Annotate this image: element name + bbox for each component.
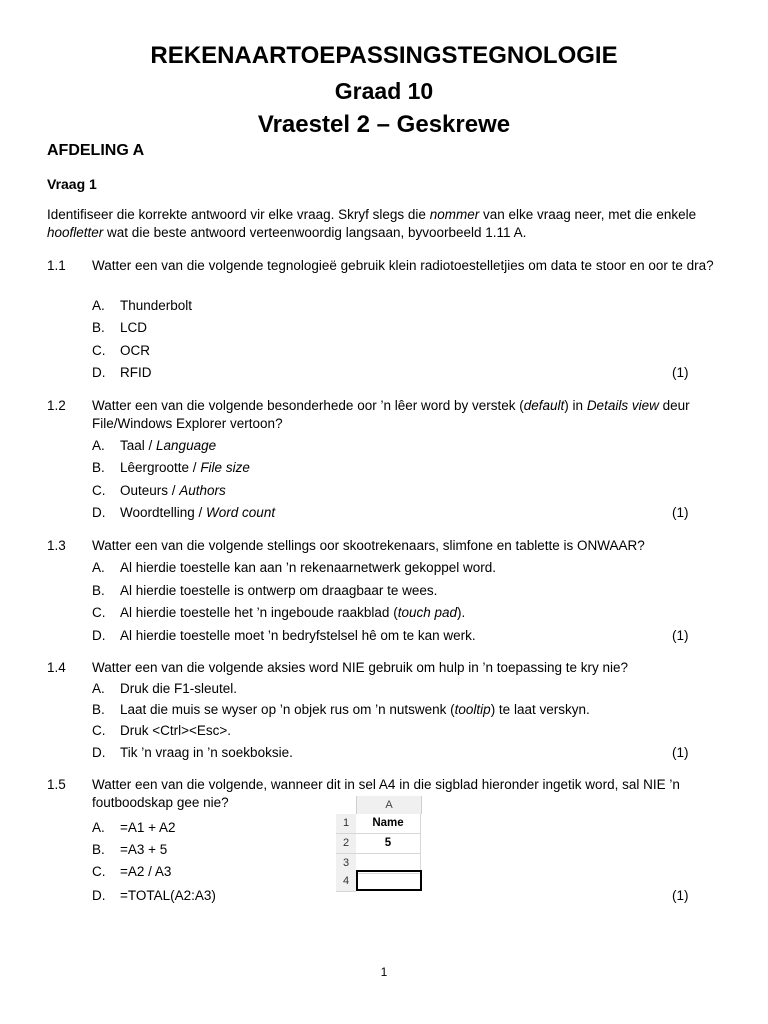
option-text: Tik ’n vraag in ’n soekboksie.	[120, 745, 293, 760]
option-letter: A.	[92, 438, 105, 453]
instructions-emphasis: hoofletter	[47, 225, 104, 240]
mark-allocation: (1)	[672, 365, 689, 380]
option-text-part: Woordtelling /	[120, 505, 207, 520]
row-header: 2	[336, 834, 356, 854]
option-text	[120, 482, 226, 500]
option-text-emphasis: Word count	[206, 505, 276, 520]
option-text-part: ) te laat verskyn.	[490, 702, 590, 717]
option-letter: D.	[92, 888, 106, 903]
option-text-emphasis: Language	[156, 438, 217, 453]
option-letter: D.	[92, 745, 106, 760]
option-letter: A.	[92, 298, 105, 313]
option-text-part: Al hierdie toestelle het ’n ingeboude raakblad (	[120, 605, 398, 620]
option-text-part: Laat die muis se wyser op ’n objek rus om ’n nutswenk (	[120, 702, 455, 717]
option-letter: C.	[92, 605, 106, 620]
option-text-emphasis: Authors	[179, 483, 226, 498]
option-letter: C.	[92, 723, 106, 738]
option-letter: B.	[92, 702, 105, 717]
option-letter: D.	[92, 628, 106, 643]
sheet-cell: Name	[356, 814, 421, 834]
option-letter: A.	[92, 820, 105, 835]
question-text	[92, 397, 732, 433]
question-text-part: ) in	[564, 398, 587, 413]
option-text-part: Outeurs /	[120, 483, 180, 498]
section-heading: AFDELING A	[47, 142, 145, 159]
question-text: Watter een van die volgende aksies word NIE gebruik om hulp in ’n toepassing te kry nie?	[92, 660, 629, 675]
option-text: Al hierdie toestelle kan aan ’n rekenaarnetwerk gekoppel word.	[120, 560, 496, 575]
sheet-cell-selected	[356, 870, 422, 891]
row-header: 1	[336, 814, 356, 834]
option-letter: B.	[92, 320, 105, 335]
option-text: =A2 / A3	[120, 864, 172, 879]
mark-allocation: (1)	[672, 505, 689, 520]
option-text-part: ).	[457, 605, 466, 620]
page-number: 1	[380, 965, 388, 979]
option-letter: C.	[92, 483, 106, 498]
option-letter: A.	[92, 681, 105, 696]
instructions-emphasis: nommer	[429, 207, 480, 222]
mark-allocation: (1)	[672, 888, 689, 903]
mark-allocation: (1)	[672, 745, 689, 760]
row-header: 3	[336, 854, 356, 874]
question-text-part: Watter een van die volgende besonderhede oor ’n lêer word by verstek (	[92, 398, 524, 413]
option-letter: D.	[92, 505, 106, 520]
row-header: 4	[336, 872, 356, 892]
option-text: =A3 + 5	[120, 842, 168, 857]
option-text: LCD	[120, 320, 148, 335]
option-text	[120, 437, 216, 455]
option-text: =TOTAL(A2:A3)	[120, 888, 216, 903]
option-text-part: Taal /	[120, 438, 157, 453]
spreadsheet-excerpt	[336, 796, 422, 892]
option-text: OCR	[120, 343, 150, 358]
question-text-part: deur File/Windows Explorer vertoon?	[92, 398, 690, 431]
mark-allocation: (1)	[672, 628, 689, 643]
question-text: Watter een van die volgende stellings oor skootrekenaars, slimfone en tablette is ONWAAR?	[92, 538, 645, 553]
option-letter: C.	[92, 343, 106, 358]
option-text-emphasis: tooltip	[454, 702, 491, 717]
question-text-emphasis: Details view	[586, 398, 659, 413]
option-text: RFID	[120, 365, 152, 380]
option-text	[120, 604, 465, 622]
option-letter: A.	[92, 560, 105, 575]
question-text-emphasis: default	[523, 398, 565, 413]
option-text: Druk <Ctrl><Esc>.	[120, 723, 232, 738]
grade-title: Graad 10	[334, 78, 434, 104]
option-text-part: Lêergrootte /	[120, 460, 201, 475]
option-text-emphasis: File size	[200, 460, 250, 475]
question-number: 1.2	[47, 398, 66, 413]
question-number: 1.1	[47, 258, 66, 273]
option-text: Al hierdie toestelle moet ’n bedryfstelsel hê om te kan werk.	[120, 628, 476, 643]
option-text-emphasis: touch pad	[397, 605, 457, 620]
question-number: 1.5	[47, 777, 66, 792]
option-letter: D.	[92, 365, 106, 380]
option-letter: B.	[92, 583, 105, 598]
subject-title: REKENAARTOEPASSINGSTEGNOLOGIE	[150, 42, 618, 69]
column-header: A	[356, 796, 422, 814]
paper-title: Vraestel 2 – Geskrewe	[257, 111, 511, 138]
option-text	[120, 459, 250, 477]
instructions	[47, 206, 727, 242]
option-text	[120, 701, 590, 719]
option-text: Thunderbolt	[120, 298, 193, 313]
question-number: 1.4	[47, 660, 66, 675]
instructions-part: Identifiseer die korrekte antwoord vir elke vraag. Skryf slegs die	[47, 207, 430, 222]
option-text: =A1 + A2	[120, 820, 176, 835]
instructions-part: van elke vraag neer, met die enkele	[479, 207, 697, 222]
sheet-cell: 5	[356, 834, 421, 854]
option-letter: B.	[92, 842, 105, 857]
question-text: Watter een van die volgende tegnologieë gebruik klein radiotoestelletjies om data te stoor en oor te dra?	[92, 258, 714, 273]
option-text	[120, 504, 275, 522]
option-text: Druk die F1-sleutel.	[120, 681, 238, 696]
question-number: 1.3	[47, 538, 66, 553]
option-text: Al hierdie toestelle is ontwerp om draagbaar te wees.	[120, 583, 438, 598]
question-heading: Vraag 1	[47, 176, 97, 192]
question-text: Watter een van die volgende, wanneer dit in sel A4 in die sigblad hieronder ingetik word, sal NIE ’n foutboodskap gee nie?	[92, 777, 680, 810]
option-letter: B.	[92, 460, 105, 475]
instructions-part: wat die beste antwoord verteenwoordig langsaan, byvoorbeeld 1.11 A.	[103, 225, 527, 240]
option-letter: C.	[92, 864, 106, 879]
